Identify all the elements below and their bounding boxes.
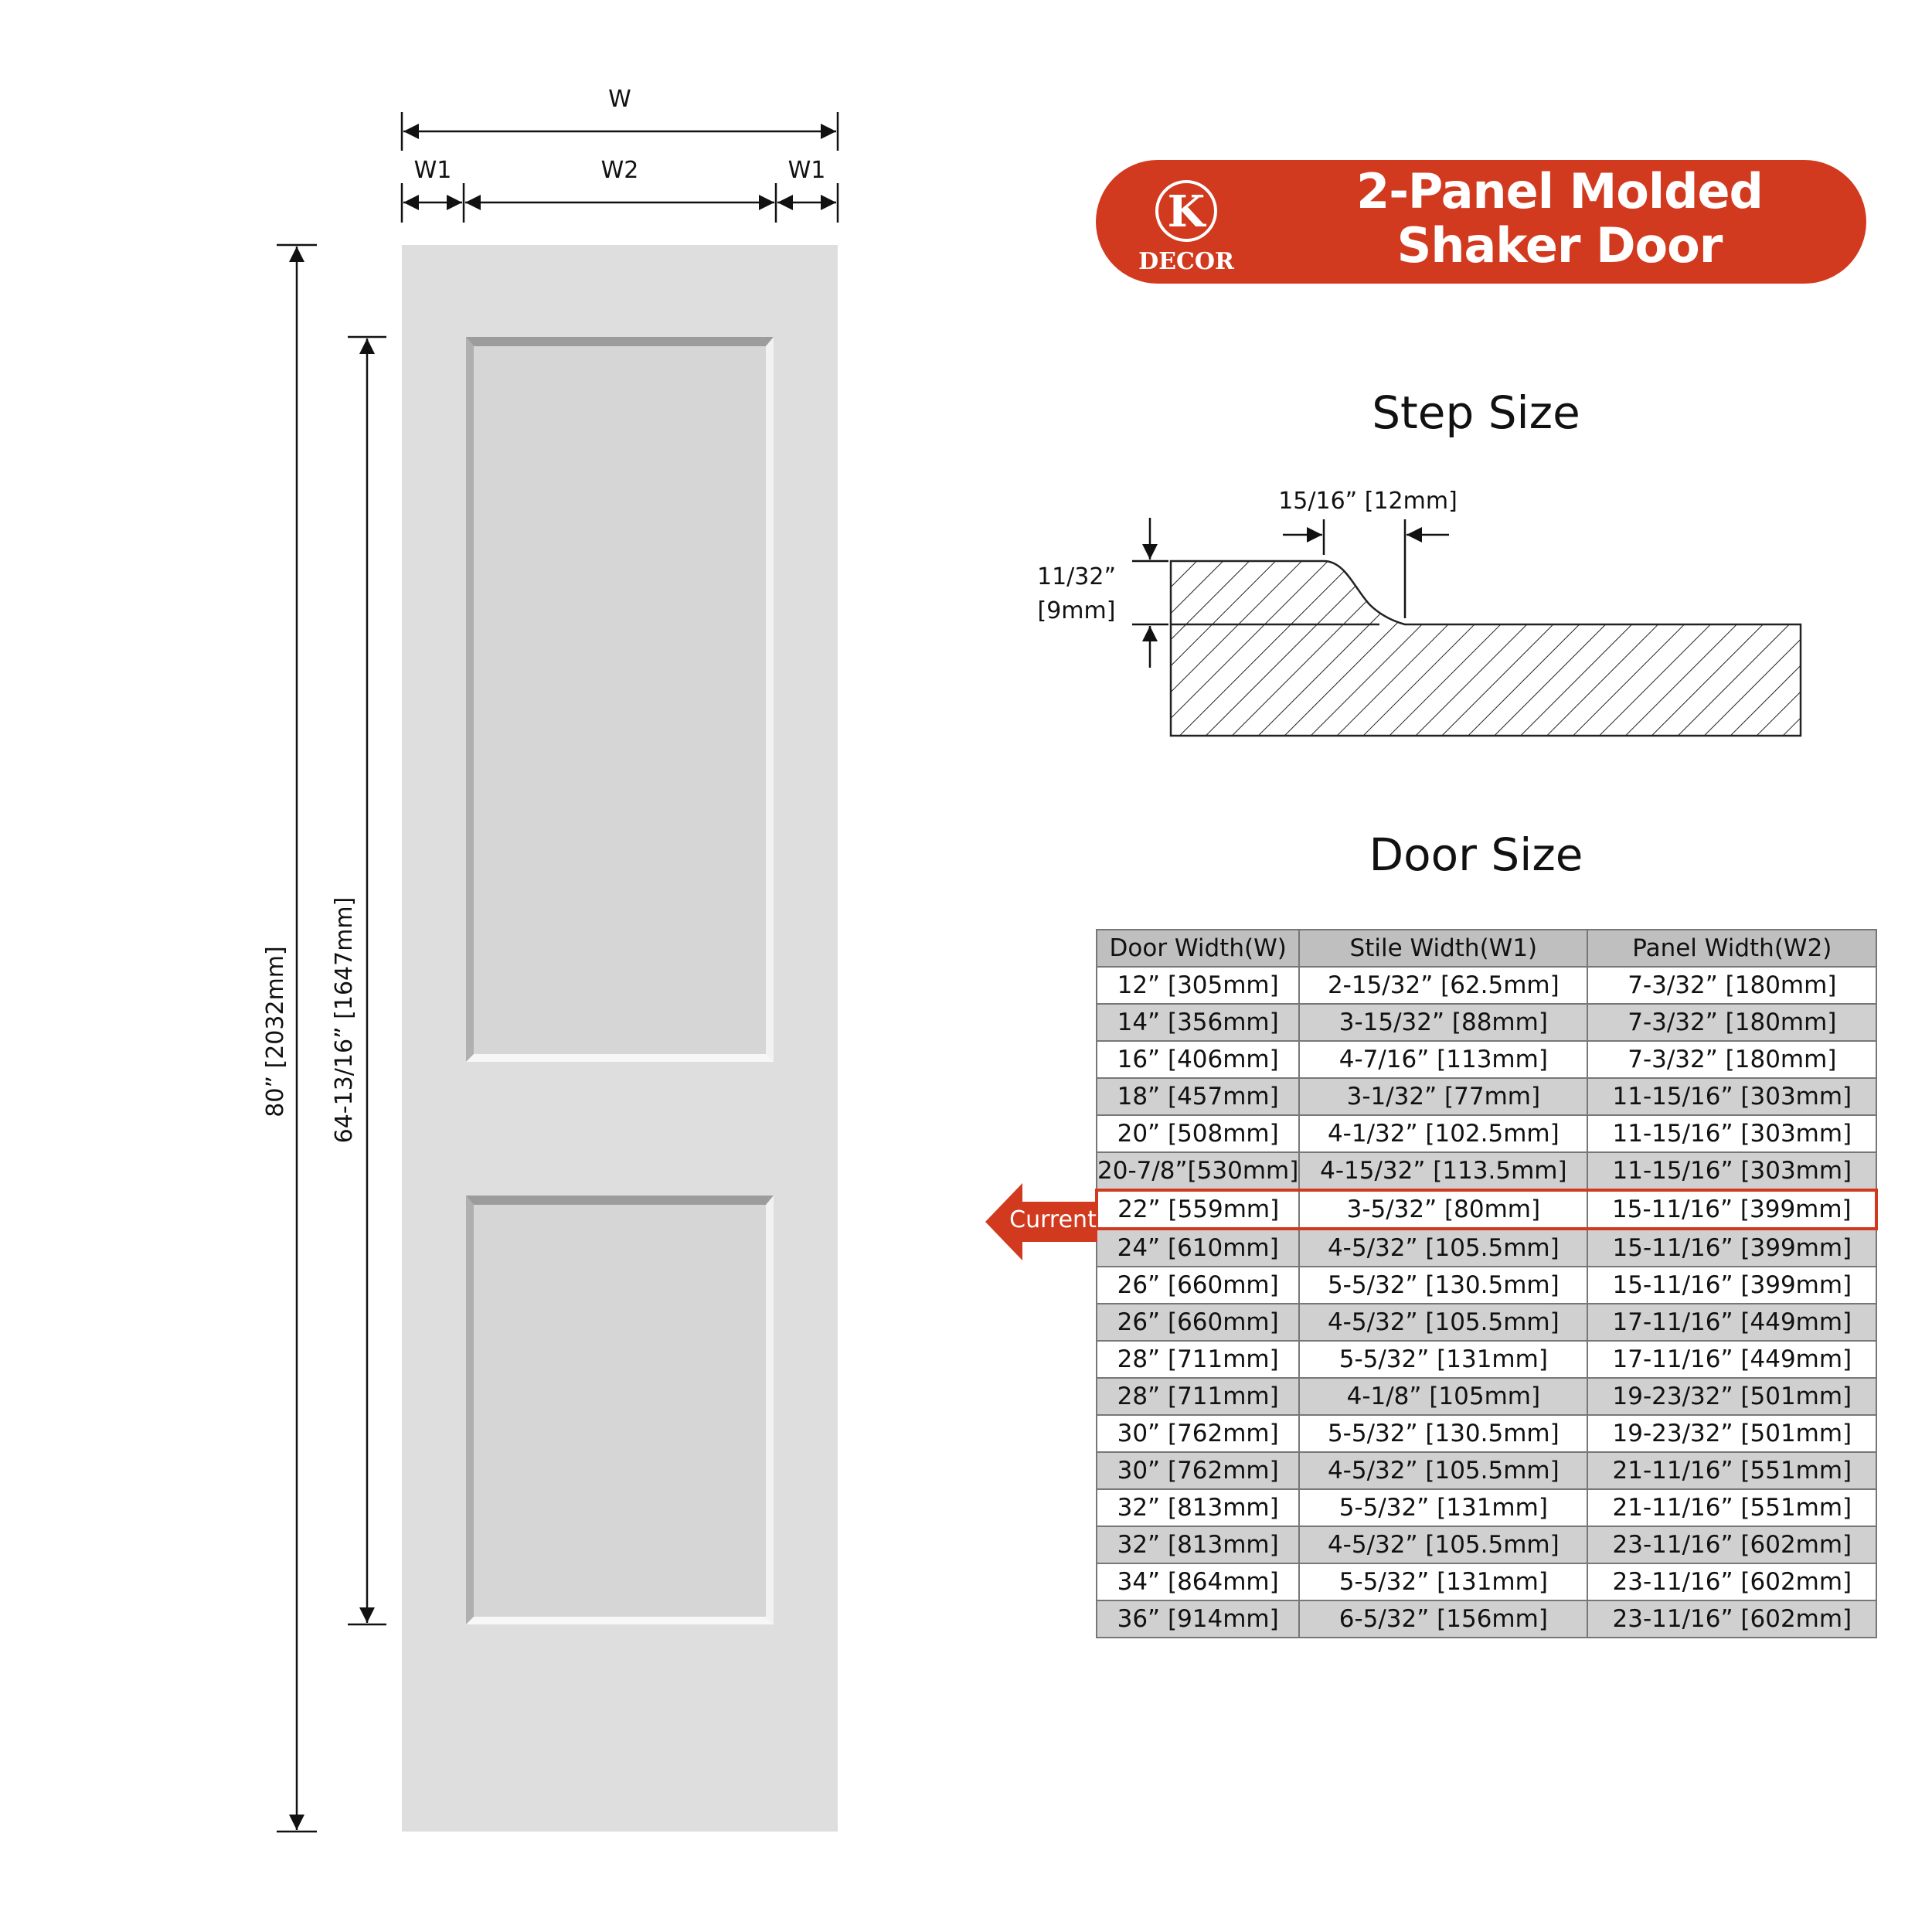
table-cell: 14” [356mm] — [1097, 1004, 1299, 1041]
table-cell: 5-5/32” [131mm] — [1299, 1489, 1587, 1526]
table-cell: 34” [864mm] — [1097, 1563, 1299, 1600]
table-cell: 24” [610mm] — [1097, 1229, 1299, 1267]
step-size-heading: Step Size — [1372, 386, 1580, 439]
table-cell: 21-11/16” [551mm] — [1587, 1489, 1876, 1526]
table-cell: 19-23/32” [501mm] — [1587, 1378, 1876, 1415]
label-w2: W2 — [600, 157, 639, 184]
table-cell: 23-11/16” [602mm] — [1587, 1526, 1876, 1563]
table-row — [1097, 1267, 1876, 1304]
table-cell: 3-5/32” [80mm] — [1299, 1190, 1587, 1229]
step-profile-section — [1171, 561, 1801, 736]
column-header: Door Width(W) — [1097, 930, 1299, 967]
table-cell: 30” [762mm] — [1097, 1452, 1299, 1489]
table-cell: 18” [457mm] — [1097, 1078, 1299, 1115]
table-cell: 21-11/16” [551mm] — [1587, 1452, 1876, 1489]
table-row — [1097, 1304, 1876, 1341]
table-row — [1097, 1152, 1876, 1190]
dimension-step-depth — [1132, 518, 1168, 668]
column-header: Stile Width(W1) — [1299, 930, 1587, 967]
table-cell: 32” [813mm] — [1097, 1526, 1299, 1563]
table-cell: 5-5/32” [130.5mm] — [1299, 1267, 1587, 1304]
table-cell: 19-23/32” [501mm] — [1587, 1415, 1876, 1452]
table-row-current — [1097, 1190, 1876, 1229]
table-cell: 23-11/16” [602mm] — [1587, 1563, 1876, 1600]
label-step-depth-1: 11/32” — [1037, 563, 1116, 590]
table-cell: 12” [305mm] — [1097, 967, 1299, 1004]
table-cell: 20-7/8”[530mm] — [1097, 1152, 1299, 1190]
table-cell: 15-11/16” [399mm] — [1587, 1190, 1876, 1229]
table-cell: 23-11/16” [602mm] — [1587, 1600, 1876, 1638]
table-cell: 11-15/16” [303mm] — [1587, 1078, 1876, 1115]
table-cell: 7-3/32” [180mm] — [1587, 967, 1876, 1004]
table-cell: 26” [660mm] — [1097, 1267, 1299, 1304]
table-cell: 4-5/32” [105.5mm] — [1299, 1452, 1587, 1489]
table-row — [1097, 1041, 1876, 1078]
table-row — [1097, 1229, 1876, 1267]
table-cell: 3-1/32” [77mm] — [1299, 1078, 1587, 1115]
table-cell: 20” [508mm] — [1097, 1115, 1299, 1152]
table-row — [1097, 967, 1876, 1004]
label-total-height: 80” [2032mm] — [262, 946, 289, 1117]
table-cell: 4-5/32” [105.5mm] — [1299, 1526, 1587, 1563]
table-row — [1097, 1378, 1876, 1415]
table-row — [1097, 1526, 1876, 1563]
table-header-row — [1097, 930, 1876, 967]
current-label: Current — [1009, 1206, 1097, 1233]
table-row — [1097, 1115, 1876, 1152]
table-cell: 30” [762mm] — [1097, 1415, 1299, 1452]
table-cell: 5-5/32” [131mm] — [1299, 1563, 1587, 1600]
logo-text: DECOR — [1138, 248, 1234, 275]
table-cell: 4-5/32” [105.5mm] — [1299, 1304, 1587, 1341]
table-cell: 4-5/32” [105.5mm] — [1299, 1229, 1587, 1267]
label-step-depth-2: [9mm] — [1037, 597, 1116, 624]
table-cell: 22” [559mm] — [1097, 1190, 1299, 1229]
table-row — [1097, 1489, 1876, 1526]
current-indicator — [985, 1183, 1097, 1260]
table-cell: 17-11/16” [449mm] — [1587, 1304, 1876, 1341]
label-w1-right: W1 — [787, 157, 826, 184]
table-cell: 2-15/32” [62.5mm] — [1299, 967, 1587, 1004]
label-w: W — [608, 86, 631, 113]
table-row — [1097, 1078, 1876, 1115]
door-size-table — [1095, 929, 1878, 1638]
label-panel-height: 64-13/16” [1647mm] — [331, 896, 358, 1144]
table-cell: 11-15/16” [303mm] — [1587, 1115, 1876, 1152]
table-cell: 16” [406mm] — [1097, 1041, 1299, 1078]
table-cell: 5-5/32” [131mm] — [1299, 1341, 1587, 1378]
table-row — [1097, 1004, 1876, 1041]
table-cell: 15-11/16” [399mm] — [1587, 1229, 1876, 1267]
table-cell: 4-1/8” [105mm] — [1299, 1378, 1587, 1415]
table-row — [1097, 1341, 1876, 1378]
title-line-1: 2-Panel Molded — [1356, 163, 1763, 219]
table-cell: 11-15/16” [303mm] — [1587, 1152, 1876, 1190]
door-size-heading: Door Size — [1369, 828, 1583, 881]
table-row — [1097, 1415, 1876, 1452]
label-step-width: 15/16” [12mm] — [1278, 488, 1458, 515]
column-header: Panel Width(W2) — [1587, 930, 1876, 967]
table-row — [1097, 1600, 1876, 1638]
table-cell: 32” [813mm] — [1097, 1489, 1299, 1526]
table-row — [1097, 1563, 1876, 1600]
table-cell: 6-5/32” [156mm] — [1299, 1600, 1587, 1638]
label-w1-left: W1 — [413, 157, 452, 184]
table-cell: 4-1/32” [102.5mm] — [1299, 1115, 1587, 1152]
table-cell: 26” [660mm] — [1097, 1304, 1299, 1341]
table-cell: 5-5/32” [130.5mm] — [1299, 1415, 1587, 1452]
table-cell: 3-15/32” [88mm] — [1299, 1004, 1587, 1041]
svg-text:K: K — [1167, 186, 1206, 237]
table-cell: 7-3/32” [180mm] — [1587, 1004, 1876, 1041]
table-row — [1097, 1452, 1876, 1489]
table-cell: 7-3/32” [180mm] — [1587, 1041, 1876, 1078]
table-cell: 4-7/16” [113mm] — [1299, 1041, 1587, 1078]
table-cell: 36” [914mm] — [1097, 1600, 1299, 1638]
table-cell: 15-11/16” [399mm] — [1587, 1267, 1876, 1304]
table-cell: 17-11/16” [449mm] — [1587, 1341, 1876, 1378]
table-cell: 28” [711mm] — [1097, 1378, 1299, 1415]
table-cell: 4-15/32” [113.5mm] — [1299, 1152, 1587, 1190]
title-line-2: Shaker Door — [1396, 217, 1723, 274]
table-cell: 28” [711mm] — [1097, 1341, 1299, 1378]
